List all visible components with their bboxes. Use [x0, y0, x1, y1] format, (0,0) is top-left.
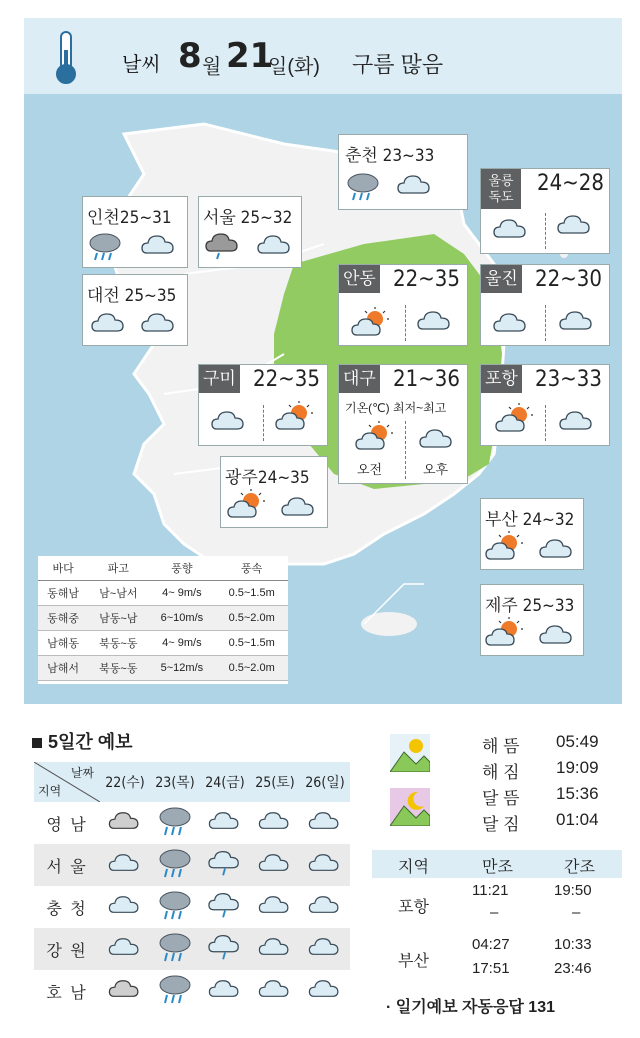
cloud-icon: [100, 802, 150, 844]
tide-header-cell: 지역: [398, 859, 429, 876]
ars-info: · 일기예보 자동응답 131: [386, 999, 556, 1016]
city-temp-busan: 24~32: [522, 510, 575, 530]
moonrise-label: 달 뜸: [482, 789, 520, 808]
corner-label-region: 지역: [38, 784, 62, 798]
city-card-daegu: [338, 364, 468, 484]
city-card-jeju: [480, 584, 584, 656]
card-divider: [405, 305, 406, 341]
sea-cell: 남동~남: [88, 605, 148, 630]
rain-cloud-icon: [87, 229, 123, 263]
cloud-icon: [250, 928, 300, 970]
forecast-region: 영 남: [46, 816, 88, 834]
city-temp-gwangju: 24~35: [257, 468, 310, 488]
sunrise-icon: [390, 734, 430, 772]
cloud-icon: [250, 844, 300, 886]
rain-cloud-icon: [150, 928, 200, 970]
forecast-day: 22(수): [100, 762, 150, 802]
cloud-icon: [141, 233, 177, 257]
table-row: [38, 655, 288, 680]
forecast-region: 호 남: [46, 984, 88, 1002]
tide-header-cell: 간조: [564, 859, 595, 876]
tide-value: 10:33: [554, 936, 592, 953]
cloud-icon: [539, 537, 575, 561]
city-tag-uljin: 울진: [481, 265, 522, 293]
city-name-jeju: 제주: [485, 596, 518, 615]
city-temp-uljin: 22~30: [535, 267, 602, 292]
header-condition: 구름 많음: [352, 52, 444, 77]
city-tag-andong: 안동: [339, 265, 380, 293]
table-row: [38, 580, 288, 605]
table-row: [38, 605, 288, 630]
cloud-icon: [211, 409, 247, 433]
forecast-corner: [34, 762, 100, 802]
city-card-gwangju: [220, 456, 328, 528]
card-divider: [545, 213, 546, 249]
forecast-row: [34, 886, 350, 928]
card-divider: [545, 305, 546, 341]
square-bullet-icon: [32, 738, 42, 748]
rain-cloud-icon: [150, 844, 200, 886]
tide-region-pohang: 포항: [398, 899, 429, 916]
rain-cloud-icon: [345, 169, 381, 203]
sea-cell: 동해중: [38, 605, 88, 630]
city-name-daejeon: 대전: [87, 286, 120, 305]
header-day-unit: 일(화): [268, 56, 320, 78]
tide-value: –: [572, 904, 581, 921]
shower-cloud-icon: [200, 928, 250, 970]
rain-cloud-icon: [150, 802, 200, 844]
tide-value: 04:27: [472, 936, 510, 953]
forecast-table: [34, 762, 350, 1012]
tide-header: [372, 850, 622, 878]
forecast-row: [34, 802, 350, 844]
tide-value: 23:46: [554, 960, 592, 977]
sea-header-cell: 파고: [88, 556, 148, 580]
card-divider: [405, 421, 406, 479]
city-temp-incheon: 25~31: [119, 208, 172, 228]
cloud-icon: [250, 886, 300, 928]
sun-cloud-icon: [495, 403, 535, 435]
cloud-icon: [141, 311, 177, 335]
card-divider: [263, 405, 264, 441]
sea-cell: 북동~동: [88, 630, 148, 655]
cloud-icon: [300, 802, 350, 844]
sea-cell: 북동~동: [88, 655, 148, 680]
forecast-day: 24(금): [200, 762, 250, 802]
moonrise-time: 15:36: [556, 784, 599, 803]
city-temp-pohang: 23~33: [535, 367, 602, 392]
forecast-title: 5일간 예보: [32, 728, 133, 754]
sea-cell: 동해남: [38, 580, 88, 605]
sea-cell: 4~ 9m/s: [148, 630, 215, 655]
sea-cell: 남~남서: [88, 580, 148, 605]
city-tag-daegu: 대구: [339, 365, 380, 393]
cloud-icon: [417, 309, 453, 333]
daegu-pm-label: 오후: [423, 462, 449, 477]
city-name-seoul: 서울: [203, 208, 236, 227]
cloud-icon: [100, 970, 150, 1012]
sea-header-cell: 풍속: [215, 556, 288, 580]
header-month: 8: [178, 36, 202, 76]
city-card-busan: [480, 498, 584, 570]
forecast-region: 서 울: [34, 844, 100, 886]
cloud-icon: [300, 844, 350, 886]
cloud-icon: [300, 970, 350, 1012]
cloud-icon: [300, 928, 350, 970]
city-card-seoul: [198, 196, 302, 268]
city-temp-gumi: 22~35: [253, 367, 320, 392]
cloud-icon: [300, 886, 350, 928]
forecast-day: 26(일): [300, 762, 350, 802]
city-temp-daegu: 21~36: [393, 367, 460, 392]
sea-cell: 남해동: [38, 630, 88, 655]
city-card-daejeon: [82, 274, 188, 346]
moonset-time: 01:04: [556, 810, 599, 829]
city-temp-ulleung: 24~28: [537, 171, 604, 196]
city-tag-ulleung: 울릉 독도: [481, 169, 521, 209]
cloud-icon: [250, 970, 300, 1012]
sea-cell: 0.5~1.5m: [215, 630, 288, 655]
city-card-uljin: [480, 264, 610, 346]
daegu-temp-note: 기온(℃) 최저~최고: [345, 401, 447, 415]
forecast-region: 강 원: [34, 928, 100, 970]
sea-cell: 남해서: [38, 655, 88, 680]
sea-cell: 6~10m/s: [148, 605, 215, 630]
card-divider: [545, 405, 546, 441]
cloud-icon: [559, 409, 595, 433]
sun-cloud-icon: [351, 307, 391, 339]
cloud-icon: [419, 427, 455, 451]
sea-cell: 0.5~2.0m: [215, 655, 288, 680]
table-row: [38, 630, 288, 655]
sea-conditions-table: [38, 556, 288, 684]
cloud-icon: [397, 173, 433, 197]
cloud-icon: [493, 217, 529, 241]
cloud-icon: [281, 495, 317, 519]
cloud-icon: [539, 623, 575, 647]
tide-header-cell: 만조: [482, 859, 513, 876]
sunset-time: 19:09: [556, 758, 599, 777]
header-bar: [24, 18, 622, 94]
sun-cloud-icon: [275, 401, 315, 433]
header-label: 날씨: [122, 54, 161, 76]
city-name-incheon: 인천: [87, 208, 120, 227]
header-month-unit: 월: [202, 56, 222, 78]
sea-header-row: [38, 556, 288, 580]
header-day: 21: [226, 36, 274, 76]
sea-cell: 0.5~1.5m: [215, 580, 288, 605]
city-card-chuncheon: [338, 134, 468, 210]
rain-cloud-icon: [150, 886, 200, 928]
forecast-day: 25(토): [250, 762, 300, 802]
forecast-row: [34, 928, 350, 970]
cloud-icon: [200, 970, 250, 1012]
city-card-andong: [338, 264, 468, 346]
sea-cell: 5~12m/s: [148, 655, 215, 680]
sunrise-label: 해 뜸: [482, 737, 520, 756]
cloud-icon: [257, 233, 293, 257]
cloud-icon: [100, 886, 150, 928]
city-temp-jeju: 25~33: [522, 596, 575, 616]
sun-cloud-icon: [485, 531, 525, 563]
city-card-gumi: [198, 364, 328, 446]
dark-rain-cloud-icon: [205, 231, 241, 261]
cloud-icon: [557, 213, 593, 237]
thermometer-icon: [52, 30, 80, 86]
sea-cell: 4~ 9m/s: [148, 580, 215, 605]
forecast-region: 충 청: [46, 900, 88, 918]
sun-cloud-icon: [227, 489, 267, 521]
moonrise-icon: [390, 788, 430, 826]
forecast-row: [34, 970, 350, 1012]
tide-value: 19:50: [554, 882, 592, 899]
sea-cell: 0.5~2.0m: [215, 605, 288, 630]
forecast-day: 23(목): [150, 762, 200, 802]
tide-value: 17:51: [472, 960, 510, 977]
city-card-incheon: [82, 196, 188, 268]
sea-header-cell: 바다: [38, 556, 88, 580]
sunset-label: 해 짐: [482, 763, 520, 782]
cloud-icon: [250, 802, 300, 844]
city-name-chuncheon: 춘천 23~33: [345, 146, 435, 166]
sunrise-time: 05:49: [556, 732, 599, 751]
cloud-icon: [100, 928, 150, 970]
sea-header-cell: 풍향: [148, 556, 215, 580]
sun-cloud-icon: [355, 421, 395, 453]
shower-cloud-icon: [200, 886, 250, 928]
forecast-header-row: [34, 762, 350, 802]
city-card-pohang: [480, 364, 610, 446]
forecast-row: [34, 844, 350, 886]
tide-region-busan: 부산: [398, 953, 429, 970]
cloud-icon: [493, 311, 529, 335]
city-tag-gumi: 구미: [199, 365, 240, 393]
city-card-ulleung: [480, 168, 610, 254]
tide-value: –: [490, 904, 499, 921]
city-temp-daejeon: 25~35: [124, 286, 177, 306]
daegu-am-label: 오전: [357, 462, 383, 477]
cloud-icon: [559, 309, 595, 333]
city-name-gwangju: 광주: [225, 468, 258, 487]
corner-label-date: 날짜: [70, 766, 94, 780]
city-name-busan: 부산: [485, 510, 518, 529]
moonset-label: 달 짐: [482, 815, 520, 834]
shower-cloud-icon: [200, 844, 250, 886]
city-temp-seoul: 25~32: [240, 208, 293, 228]
rain-cloud-icon: [150, 970, 200, 1012]
cloud-icon: [200, 802, 250, 844]
tide-value: 11:21: [472, 882, 509, 899]
city-temp-andong: 22~35: [393, 267, 460, 292]
sun-cloud-icon: [485, 617, 525, 649]
city-tag-pohang: 포항: [481, 365, 522, 393]
cloud-icon: [100, 844, 150, 886]
cloud-icon: [91, 311, 127, 335]
